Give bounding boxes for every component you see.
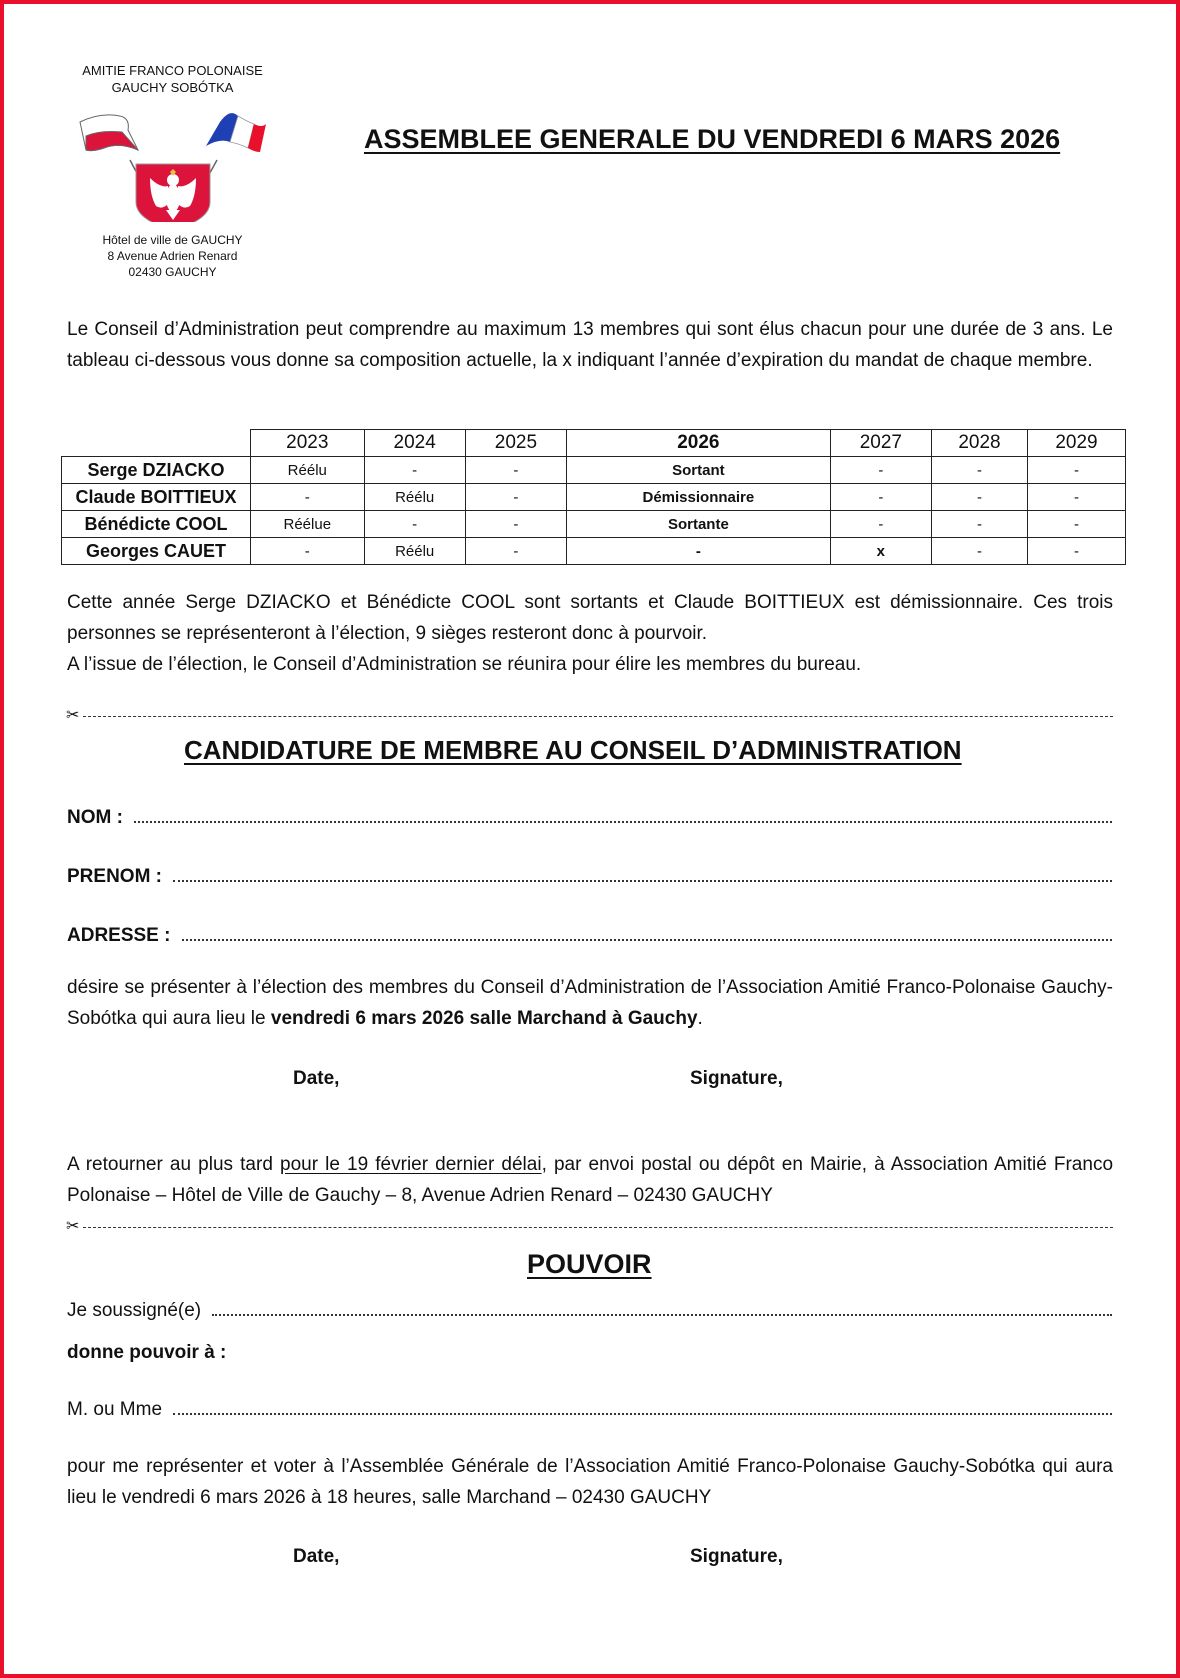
candidature-text-end: . — [697, 1008, 703, 1029]
org-name-line1: AMITIE FRANCO POLONAISE — [82, 63, 263, 78]
table-cell: x — [830, 538, 931, 565]
pouvoir-title: POUVOIR — [527, 1249, 652, 1279]
nom-input-line[interactable] — [134, 820, 1112, 823]
table-cell: Démissionnaire — [567, 484, 831, 511]
member-name: Serge DZIACKO — [62, 457, 251, 484]
table-row — [62, 484, 1126, 511]
table-cell: - — [830, 457, 931, 484]
table-cell: - — [932, 538, 1028, 565]
address-line3: 02430 GAUCHY — [128, 265, 217, 279]
table-cell: - — [1028, 538, 1126, 565]
council-composition-table — [61, 429, 1126, 565]
soussigne-field[interactable] — [67, 1300, 1112, 1322]
return-note — [67, 1149, 1113, 1211]
table-cell: - — [932, 484, 1028, 511]
donne-pouvoir-label: donne pouvoir à : — [67, 1342, 227, 1363]
return-note-part: A retourner au plus tard — [67, 1154, 280, 1175]
nom-field[interactable] — [67, 807, 1112, 829]
table-cell: - — [465, 511, 566, 538]
table-cell: - — [465, 457, 566, 484]
table-cell: - — [364, 511, 465, 538]
table-cell: Réélue — [251, 511, 365, 538]
nom-label: NOM : — [67, 807, 129, 828]
table-cell: Sortant — [567, 457, 831, 484]
dashed-separator — [83, 716, 1113, 717]
table-row — [62, 538, 1126, 565]
table-cell: - — [465, 538, 566, 565]
scissors-icon: ✂ — [66, 1218, 80, 1235]
year-header: 2023 — [251, 430, 365, 457]
pouvoir-date-label: Date, — [293, 1546, 340, 1567]
year-header: 2025 — [465, 430, 566, 457]
polish-eagle-coat-of-arms-icon — [136, 164, 210, 222]
member-name: Georges CAUET — [62, 538, 251, 565]
table-row — [62, 511, 1126, 538]
event-details: vendredi 6 mars 2026 salle Marchand à Gauchy — [270, 1008, 698, 1029]
table-header-row — [62, 430, 1126, 457]
soussigne-label: Je soussigné(e) — [67, 1300, 207, 1321]
table-cell: - — [1028, 484, 1126, 511]
year-header: 2028 — [932, 430, 1028, 457]
table-row — [62, 457, 1126, 484]
pouvoir-text: pour me représenter et voter à l’Assemblée Générale de l’Association Amitié Franco-Polonaise Gauchy-Sobótka qui aura lieu le vendredi 6 mars 2026 à 18 heures, salle Marchand – 02430 GAUCHY — [67, 1456, 1113, 1508]
scissors-icon: ✂ — [66, 707, 80, 724]
table-cell: - — [567, 538, 831, 565]
year-header-current: 2026 — [567, 430, 831, 457]
table-cell: - — [830, 484, 931, 511]
table-cell: - — [932, 457, 1028, 484]
adresse-field[interactable] — [67, 925, 1112, 947]
prenom-field[interactable] — [67, 866, 1112, 888]
candidature-date-label: Date, — [293, 1068, 340, 1089]
table-cell: - — [364, 457, 465, 484]
table-cell: Réélu — [251, 457, 365, 484]
table-corner — [62, 430, 251, 457]
association-logo — [70, 62, 275, 280]
table-cell: - — [251, 484, 365, 511]
prenom-input-line[interactable] — [173, 879, 1112, 882]
year-header: 2024 — [364, 430, 465, 457]
table-cell: - — [830, 511, 931, 538]
year-header: 2029 — [1028, 430, 1126, 457]
table-cell: Sortante — [567, 511, 831, 538]
year-header: 2027 — [830, 430, 931, 457]
intro-paragraph: Le Conseil d’Administration peut comprendre au maximum 13 membres qui sont élus chacun pour une durée de 3 ans. Le tableau ci-dessous vous donne sa composition actuelle, la x indiquant l’année d’expiration du mandat de chaque membre. — [67, 319, 1113, 371]
summary-paragraph-2: A l’issue de l’élection, le Conseil d’Administration se réunira pour élire les membres du bureau. — [67, 654, 862, 675]
emblem — [70, 102, 275, 222]
mandataire-label: M. ou Mme — [67, 1399, 168, 1420]
member-name: Bénédicte COOL — [62, 511, 251, 538]
mandataire-field[interactable] — [67, 1399, 1112, 1421]
table-cell: - — [932, 511, 1028, 538]
candidature-signature-label: Signature, — [690, 1068, 783, 1089]
deadline: pour le 19 février dernier délai — [280, 1154, 542, 1175]
org-name-line2: GAUCHY SOBÓTKA — [111, 80, 234, 95]
pouvoir-signature-label: Signature, — [690, 1546, 783, 1567]
prenom-label: PRENOM : — [67, 866, 168, 887]
adresse-label: ADRESSE : — [67, 925, 176, 946]
adresse-input-line[interactable] — [182, 938, 1112, 941]
table-cell: - — [465, 484, 566, 511]
soussigne-input-line[interactable] — [212, 1313, 1112, 1316]
summary-paragraph: Cette année Serge DZIACKO et Bénédicte COOL sont sortants et Claude BOITTIEUX est démissionnaire. Ces trois personnes se représenteront à l’élection, 9 sièges resteront donc à pourvoir. — [67, 592, 1113, 644]
table-cell: - — [1028, 511, 1126, 538]
address-line1: Hôtel de ville de GAUCHY — [102, 233, 243, 247]
address-line2: 8 Avenue Adrien Renard — [107, 249, 238, 263]
cut-line — [66, 708, 1113, 722]
table-cell: - — [251, 538, 365, 565]
dashed-separator — [83, 1227, 1113, 1228]
candidature-text-part: désire se présenter à l’élection des membres du Conseil d’Administration de l’Association Amitié Franco-Polonaise Gauchy-Sobótka qui aura lieu le — [67, 977, 1113, 1029]
page-title: ASSEMBLEE GENERALE DU VENDREDI 6 MARS 2026 — [364, 124, 1061, 154]
return-note-address: , par envoi postal ou dépôt en Mairie, à Association Amitié Franco Polonaise – Hôtel de Ville de Gauchy – 8, Avenue Adrien Renard – 02430 GAUCHY — [67, 1154, 1114, 1206]
candidature-text — [67, 972, 1113, 1034]
candidature-title: CANDIDATURE DE MEMBRE AU CONSEIL D’ADMINISTRATION — [184, 735, 962, 765]
member-name: Claude BOITTIEUX — [62, 484, 251, 511]
cut-line-2 — [66, 1219, 1113, 1233]
table-cell: - — [1028, 457, 1126, 484]
mandataire-input-line[interactable] — [173, 1412, 1112, 1415]
table-cell: Réélu — [364, 538, 465, 565]
table-cell: Réélu — [364, 484, 465, 511]
